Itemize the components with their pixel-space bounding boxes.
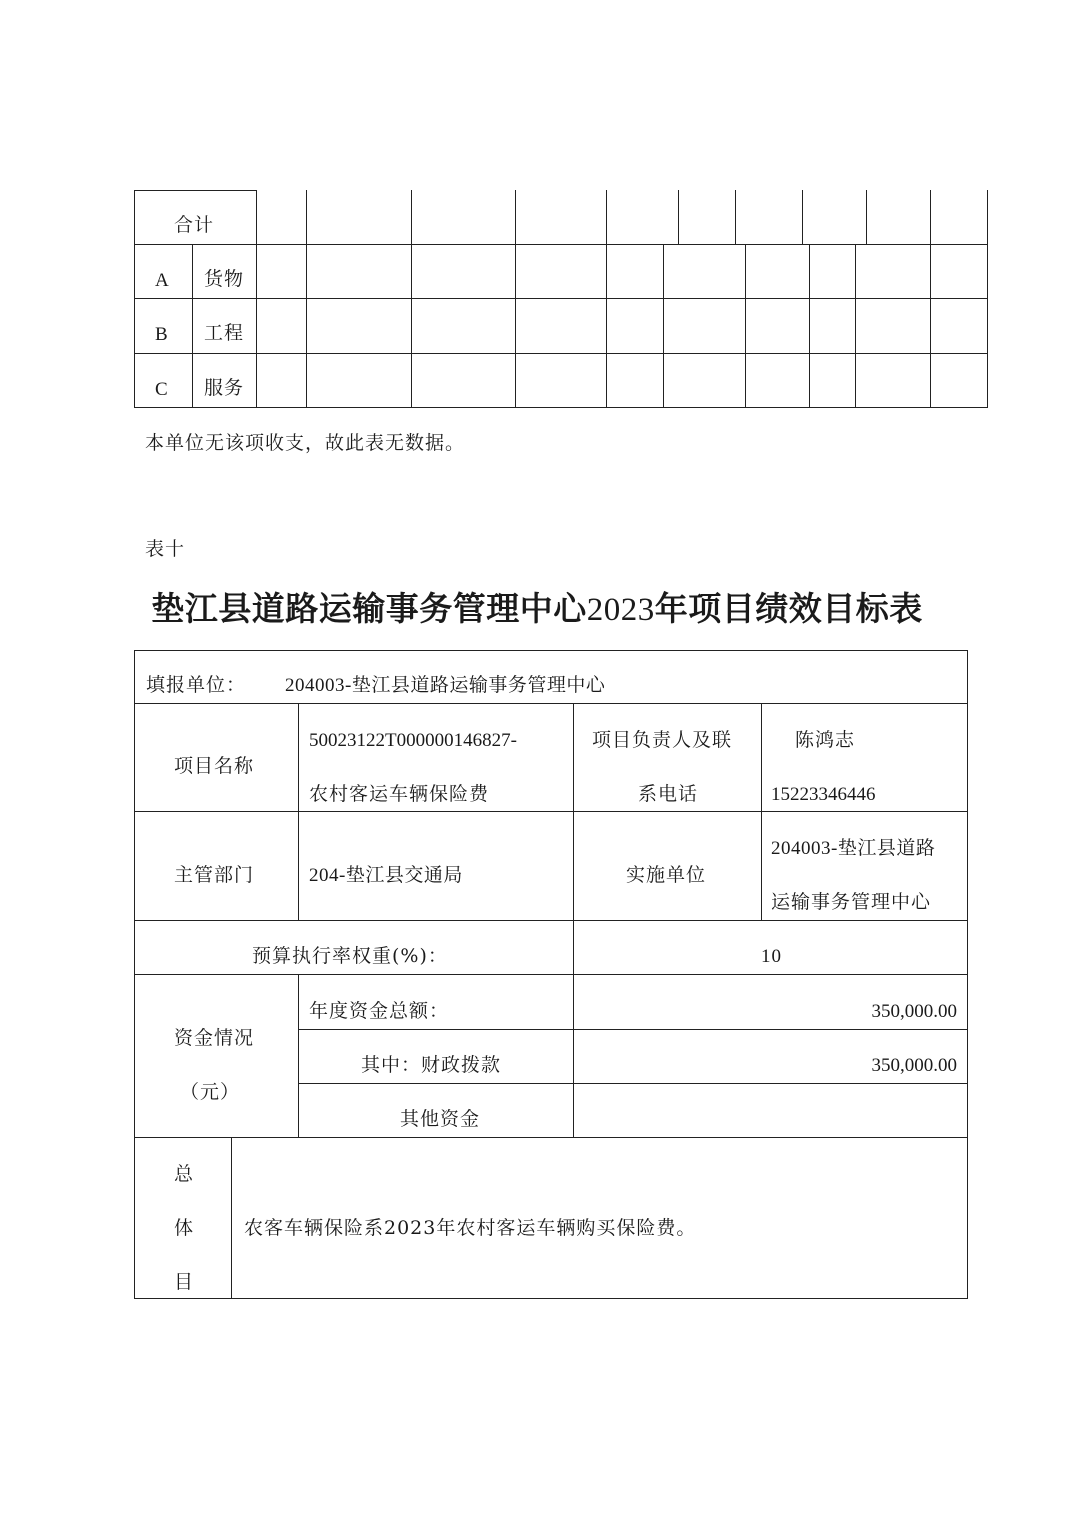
table-border (855, 244, 856, 408)
contact-label-line2: 系电话 (638, 783, 699, 805)
form-border (298, 703, 299, 920)
row-name-engineering: 工程 (204, 322, 245, 344)
table-border (134, 353, 988, 354)
table-border (735, 190, 736, 244)
table-border (987, 190, 988, 408)
table-border (134, 190, 135, 408)
table-border (134, 244, 988, 245)
form-border (298, 1083, 968, 1084)
form-border (298, 974, 299, 1137)
row-code-a: A (155, 270, 170, 291)
total-funds-label: 年度资金总额： (309, 1000, 450, 1022)
row-name-goods: 货物 (204, 268, 245, 290)
title-year: 2023 (586, 592, 655, 628)
table-border (930, 190, 931, 408)
table-border (606, 190, 607, 408)
table-border (134, 190, 256, 191)
table-border (515, 190, 516, 408)
table-border (866, 190, 867, 244)
row-code-c: C (155, 379, 169, 400)
fiscal-funds-label: 其中：财政拨款 (361, 1054, 502, 1076)
form-border (134, 650, 135, 1299)
project-name-label: 项目名称 (174, 755, 255, 777)
no-data-note: 本单位无该项收支，故此表无数据。 (145, 432, 466, 454)
table-border (192, 244, 193, 408)
form-border (134, 1298, 968, 1299)
contact-name: 陈鸿志 (795, 729, 856, 751)
form-border (761, 703, 762, 920)
table-border (411, 190, 412, 408)
fiscal-funds-value: 350,000.00 (871, 1055, 957, 1076)
form-border (573, 703, 574, 1137)
project-code: 50023122T000000146827- (309, 730, 517, 751)
page-title (0, 589, 1074, 628)
title-suffix: 年项目绩效目标表 (654, 589, 923, 628)
table-number: 表十 (145, 538, 186, 560)
row-name-services: 服务 (204, 377, 245, 399)
table-border (134, 298, 988, 299)
impl-value-line1: 204003-垫江县道路 (771, 838, 936, 859)
form-border (134, 650, 968, 651)
table-border (663, 244, 664, 408)
form-border (134, 1137, 968, 1138)
goal-text: 农客车辆保险系2023年农村客运车辆购买保险费。 (244, 1217, 697, 1239)
table-border (809, 244, 810, 408)
project-name-value: 农村客运车辆保险费 (309, 783, 490, 805)
table-border (745, 244, 746, 408)
table-border (256, 190, 257, 408)
form-border (134, 974, 968, 975)
goal-label-char-3: 目 (174, 1271, 195, 1293)
form-border (134, 703, 968, 704)
funds-label-line1: 资金情况 (174, 1027, 255, 1049)
contact-phone: 15223346446 (771, 784, 876, 805)
reporting-unit-value: 204003-垫江县道路运输事务管理中心 (285, 675, 606, 696)
impl-value-line2: 运输事务管理中心 (771, 891, 932, 913)
form-border (298, 1029, 968, 1030)
table-border (678, 190, 679, 244)
total-label: 合计 (174, 214, 215, 236)
goal-label-char-2: 体 (174, 1217, 195, 1239)
table-border (134, 407, 988, 408)
reporting-unit-label: 填报单位： (146, 674, 247, 696)
dept-label: 主管部门 (174, 864, 255, 886)
funds-label-line2: （元） (180, 1081, 241, 1103)
weight-value: 10 (761, 946, 782, 967)
form-border (134, 920, 968, 921)
form-border (231, 1137, 232, 1298)
impl-label: 实施单位 (626, 864, 707, 886)
other-funds-label: 其他资金 (400, 1108, 481, 1130)
total-funds-value: 350,000.00 (871, 1001, 957, 1022)
goal-label-char-1: 总 (174, 1163, 195, 1185)
table-border (802, 190, 803, 244)
dept-value: 204-垫江县交通局 (309, 865, 463, 886)
weight-label: 预算执行率权重(%)： (252, 945, 448, 967)
form-border (967, 650, 968, 1299)
form-border (134, 811, 968, 812)
contact-label-line1: 项目负责人及联 (592, 729, 733, 751)
row-code-b: B (155, 324, 169, 345)
title-prefix: 垫江县道路运输事务管理中心 (151, 589, 587, 628)
table-border (306, 190, 307, 408)
